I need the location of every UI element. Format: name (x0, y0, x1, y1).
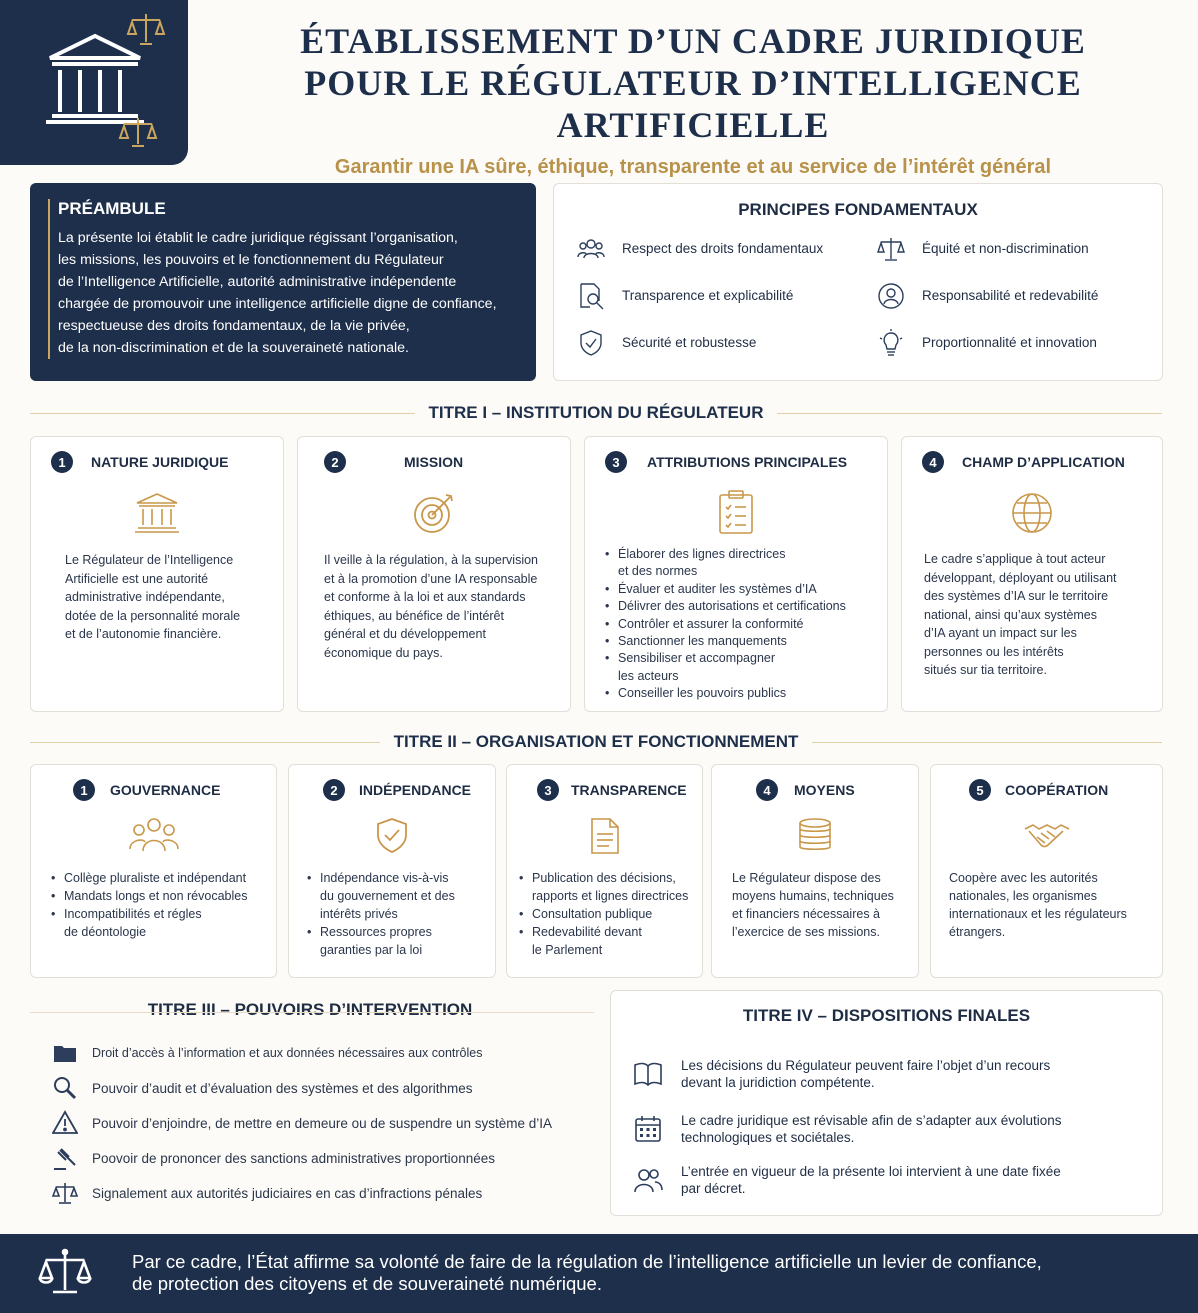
card-label: MISSION (404, 454, 464, 470)
card-label: INDÉPENDANCE (359, 782, 472, 798)
list-item: • Conseiller les pouvoirs publics (605, 685, 846, 702)
page-subtitle: Garantir une IA sûre, éthique, transparente et au service de l’intérêt général (334, 156, 1052, 178)
target-icon (412, 491, 456, 535)
principle-item (576, 326, 876, 359)
book-icon (633, 1059, 663, 1089)
pouvoir-label: Pouvoir d’audit et d’évaluation des systèmes et des algorithmes (92, 1080, 473, 1096)
card-number: 4 (756, 779, 778, 801)
disposition-item (633, 1112, 1062, 1146)
card-number: 1 (73, 779, 95, 801)
pouvoir-item (52, 1110, 552, 1136)
card-gouvernance (30, 764, 277, 978)
card-attributions (584, 436, 888, 712)
section-title-titre-2: TITRE II – ORGANISATION ET FONCTIONNEMENT (30, 732, 1162, 752)
card-number: 5 (969, 779, 991, 801)
card-text: Le Régulateur de l’Intelligence Artificielle est une autorité administrative indépendante, dotée de la personnalité morale et de l’autonomie financière. (65, 553, 241, 641)
preamble-panel (30, 183, 536, 381)
card-label: ATTRIBUTIONS PRINCIPALES (647, 454, 848, 470)
scales-icon (38, 1248, 92, 1298)
pouvoir-label: Droit d’accès à l’information et aux données nécessaires aux contrôles (92, 1046, 483, 1060)
principle-item (576, 232, 876, 265)
card-label: TRANSPARENCE (571, 782, 687, 798)
list-item: • Incompatibilités et régles de déontologie (51, 905, 247, 941)
pouvoir-item (52, 1145, 495, 1171)
people-icon (633, 1165, 663, 1195)
scales-icon (52, 1180, 78, 1206)
header (188, 20, 1198, 179)
disposition-item (633, 1163, 1061, 1197)
list-item: • Redevabilité devant le Parlement (519, 923, 688, 959)
shield-check-icon (576, 328, 606, 358)
shield-check-icon (375, 817, 409, 855)
card-label: GOUVERNANCE (110, 782, 221, 798)
footer-text: Par ce cadre, l’État affirme sa volonté de faire de la régulation de l’intelligence artificielle un levier de confiance, de protection des citoyens et de souveraineté numérique. (132, 1251, 1042, 1294)
pouvoir-label: Pouvoir d’enjoindre, de mettre en demeure ou de suspendre un système d’IA (92, 1115, 553, 1131)
card-text: Il veille à la régulation, à la supervision et à la promotion d’une IA responsable et conforme à la loi et aux standards éthiques, au bénéfice de l’intérêt général et du développement économique du pays. (324, 553, 539, 660)
principle-label: Équité et non-discrimination (922, 241, 1089, 256)
scales-icon (876, 234, 906, 264)
footer-banner (0, 1234, 1198, 1313)
card-number: 1 (51, 451, 73, 473)
disposition-label: Les décisions du Régulateur peuvent faire l’objet d’un recours devant la juridiction compétente. (681, 1058, 1051, 1090)
card-text: Le cadre s’applique à tout acteur développant, déployant ou utilisant des systèmes d’IA sur le territoire national, ainsi qu’aux systèmes d’IA ayant un impact sur les personnes ou les intérêts situés sur tia territoire. (924, 552, 1117, 677)
card-label: CHAMP D’APPLICATION (962, 454, 1125, 470)
list-item: • Délivrer des autorisations et certifications (605, 598, 846, 615)
list-item: • Consultation publique (519, 905, 688, 923)
card-number: 3 (605, 451, 627, 473)
card-text: Le Régulateur dispose des moyens humains, techniques et financiers nécessaires à l’exercice de ses missions. (732, 871, 894, 939)
building-icon (133, 491, 181, 535)
list-item: • Collège pluraliste et indépendant (51, 869, 247, 887)
pouvoir-item (52, 1075, 472, 1101)
card-number: 2 (324, 451, 346, 473)
pouvoir-item (52, 1180, 482, 1206)
attributions-list (605, 546, 846, 703)
principle-label: Respect des droits fondamentaux (622, 241, 824, 256)
list-item: • Ressources propres garanties par la loi (307, 923, 455, 959)
globe-icon (1010, 491, 1054, 535)
principle-label: Proportionnalité et innovation (922, 335, 1097, 350)
folder-icon (52, 1040, 78, 1066)
pouvoir-label: Poovoir de prononcer des sanctions administratives proportionnées (92, 1150, 495, 1166)
card-label: COOPÉRATION (1005, 782, 1109, 798)
card-text: Coopère avec les autorités nationales, les organismes internationaux et les régulateurs étrangers. (949, 871, 1127, 939)
clipboard-icon (716, 489, 756, 535)
independance-list (307, 869, 455, 959)
pouvoir-label: Signalement aux autorités judiciaires en cas d’infractions pénales (92, 1185, 483, 1201)
card-mission (297, 436, 571, 712)
gavel-icon (52, 1145, 78, 1171)
document-search-icon (576, 281, 606, 311)
pouvoirs-panel (30, 1012, 594, 1212)
page-title-line-2: POUR LE RÉGULATEUR D’INTELLIGENCE ARTIFICIELLE (304, 63, 1082, 145)
principle-item (876, 326, 1156, 359)
disposition-item (633, 1057, 1050, 1091)
card-label: MOYENS (794, 782, 855, 798)
list-item: • Élaborer des lignes directrices et des normes (605, 546, 846, 581)
disposition-label: L’entrée en vigueur de la présente loi intervient à une date fixée par décret. (681, 1164, 1061, 1196)
warning-icon (52, 1110, 78, 1136)
disposition-label: Le cadre juridique est révisable afin de s’adapter aux évolutions technologiques et sociétales. (681, 1113, 1062, 1145)
section-title-titre-4: TITRE IV – DISPOSITIONS FINALES (742, 1006, 1031, 1025)
principle-item (876, 232, 1156, 265)
card-label: NATURE JURIDIQUE (91, 454, 229, 470)
group-icon (129, 815, 179, 855)
card-independance (288, 764, 496, 978)
principle-label: Transparence et explicabilité (622, 288, 794, 303)
logo-panel (0, 0, 188, 165)
card-number: 4 (922, 451, 944, 473)
list-item: • Mandats longs et non révocables (51, 887, 247, 905)
handshake-icon (1023, 819, 1071, 853)
preamble-title: PRÉAMBULE (58, 199, 166, 218)
courthouse-logo-icon (0, 0, 188, 165)
people-icon (576, 234, 606, 264)
person-circle-icon (876, 281, 906, 311)
principle-item (576, 279, 876, 312)
card-number: 2 (323, 779, 345, 801)
dispositions-panel (610, 990, 1163, 1216)
section-title-titre-1: TITRE I – INSTITUTION DU RÉGULATEUR (30, 403, 1162, 423)
card-champ-application (901, 436, 1163, 712)
section-title-titre-3: TITRE III – POUVOIRS D’INTERVENTION (147, 1000, 473, 1019)
page-title-line-1: ÉTABLISSEMENT D’UN CADRE JURIDIQUE (300, 21, 1086, 61)
transparence-list (519, 869, 688, 959)
lightbulb-icon (876, 328, 906, 358)
preamble-text: La présente loi établit le cadre juridique régissant l’organisation, les missions, les pouvoirs et le fonctionnement du Régulateur de l’Intelligence Artificielle, autorité administrative indépendente chargée de promouvoir une intelligence artificielle digne de confiance, respectueuse des droits fondamentaux, de la vie privée, de la non-discrimination et de la souveraineté nationale. (58, 230, 497, 356)
gouvernance-list (51, 869, 247, 941)
card-nature-juridique (30, 436, 284, 712)
principle-item (876, 279, 1156, 312)
list-item: • Évaluer et auditer les systèmes d’IA (605, 581, 846, 598)
list-item: • Contrôler et assurer la conformité (605, 616, 846, 633)
calendar-icon (633, 1114, 663, 1144)
list-item: • Sensibiliser et accompagner les acteurs (605, 650, 846, 685)
document-icon (589, 817, 621, 855)
list-item: • Sanctionner les manquements (605, 633, 846, 650)
card-cooperation (930, 764, 1163, 978)
card-moyens (711, 764, 919, 978)
card-transparence (506, 764, 703, 978)
principles-title: PRINCIPES FONDAMENTAUX (738, 200, 978, 219)
card-number: 3 (537, 779, 559, 801)
coins-icon (796, 817, 834, 855)
principle-label: Responsabilité et redevabilité (922, 288, 1099, 303)
list-item: • Publication des décisions, rapports et lignes directrices (519, 869, 688, 905)
pouvoir-item (52, 1040, 483, 1066)
principles-panel (553, 183, 1163, 381)
principle-label: Sécurité et robustesse (622, 335, 757, 350)
magnifier-icon (52, 1075, 78, 1101)
list-item: • Indépendance vis-à-vis du gouvernement et des intérêts privés (307, 869, 455, 923)
